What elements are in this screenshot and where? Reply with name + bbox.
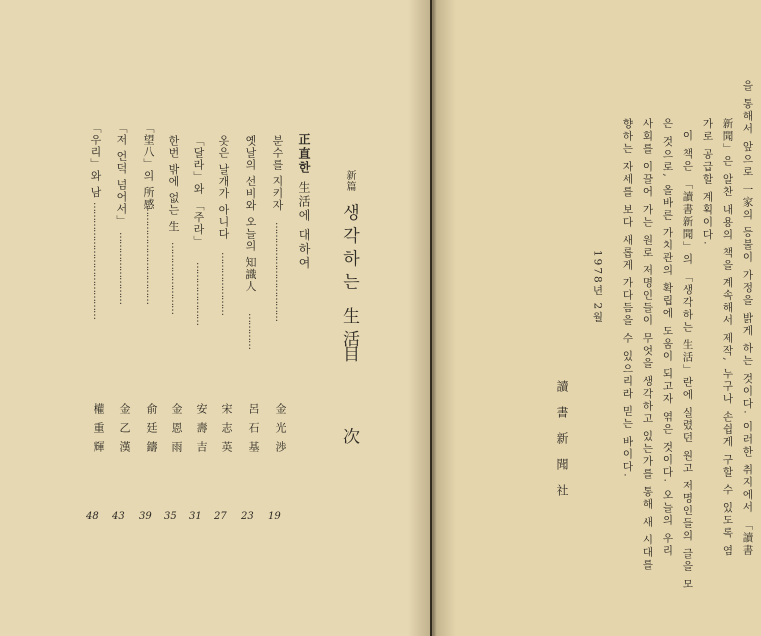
leader-dots: ………………………………… bbox=[91, 202, 102, 319]
title-text: 생각하는 生活 bbox=[339, 203, 359, 353]
leader-dots: …………………… bbox=[169, 242, 180, 314]
toc-entry-title: 옷은 날개가 아니다 bbox=[217, 135, 230, 240]
preface-line: 사회를 이끌어 가는 원로 저명인들이 무엇을 생각하고 있는가를 통해 새 시대를 bbox=[641, 118, 654, 572]
toc-entry-title: 「望八」의 所感 bbox=[142, 122, 155, 211]
toc-entry-author: 金恩雨 bbox=[170, 403, 183, 460]
toc-entry-title: 옛날의 선비와 오늘의 知識人 bbox=[244, 135, 257, 293]
toc-entry-page: 23 bbox=[241, 511, 254, 522]
book-title bbox=[340, 170, 357, 353]
preface-line: 가로 공급할 계획이다. bbox=[701, 118, 714, 247]
toc-entry-author: 金乙漢 bbox=[118, 403, 131, 460]
toc-entry-page: 19 bbox=[268, 511, 281, 522]
toc-entry-title: 분수를 지키자 bbox=[271, 135, 284, 212]
section-heading bbox=[298, 133, 310, 271]
title-prefix: 新篇 bbox=[344, 170, 355, 192]
preface-line: 을 통해서 앞으로 一家의 등불이 가정을 밝게 하는 것이다. 이러한 취지에서 「讀書 bbox=[741, 80, 754, 557]
toc-entry-page: 48 bbox=[86, 511, 99, 522]
preface-date: 1978년 2월 bbox=[591, 250, 604, 324]
toc-entry-page: 39 bbox=[139, 511, 152, 522]
toc-entry-author: 安壽吉 bbox=[195, 403, 208, 460]
leader-dots: …………………… bbox=[117, 232, 128, 304]
preface-line: 新聞」은 알찬 내용의 책을 계속해서 제작, 누구나 손쉽게 구할 수 있도록 염 bbox=[721, 118, 734, 558]
toc-entry-author: 俞廷鑄 bbox=[145, 403, 158, 460]
preface-line: 향하는 자세를 보다 새롭게 가다듬을 수 있으리라 믿는 바이다. bbox=[621, 118, 634, 479]
toc-entry-page: 31 bbox=[189, 511, 202, 522]
leader-dots: …………………………… bbox=[273, 222, 284, 321]
preface-page bbox=[432, 0, 761, 636]
toc-entry-page: 35 bbox=[164, 511, 177, 522]
book-gutter bbox=[408, 0, 456, 636]
toc-entry-title: 「우리」와 남 bbox=[89, 122, 102, 199]
leader-dots: …………………………… bbox=[144, 205, 155, 304]
toc-entry-page: 43 bbox=[112, 511, 125, 522]
toc-entry-author: 宋志英 bbox=[220, 403, 233, 460]
toc-entry-author: 權重輝 bbox=[92, 403, 105, 460]
toc-entry-title: 「달라」와 「주라」 bbox=[192, 135, 205, 248]
section-heading-bold: 正直한 bbox=[297, 133, 311, 175]
toc-entry-title: 한번 밖에 없는 生 bbox=[167, 135, 180, 233]
contents-label: 目 次 bbox=[339, 345, 359, 475]
preface-line: 은 것으로, 올바른 가치관의 확립에 도움이 되고자 엮은 것이다. 오늘의 우리 bbox=[661, 118, 674, 558]
leader-dots: ………………… bbox=[194, 262, 205, 325]
leader-dots: ………………… bbox=[219, 252, 230, 315]
publisher-name: 讀書新聞社 bbox=[555, 380, 569, 510]
preface-line: 이 책은 「讀書新聞」의 「생각하는 生活」란에 실렸던 원고 저명인들의 글을 모 bbox=[681, 130, 694, 591]
toc-entry-page: 27 bbox=[214, 511, 227, 522]
section-heading-rest: 生活에 대하여 bbox=[297, 175, 311, 271]
toc-entry-author: 金光渉 bbox=[274, 403, 287, 460]
toc-entry-author: 呂石基 bbox=[247, 403, 260, 460]
toc-entry-title: 「저 언덕 넘어서」 bbox=[115, 122, 128, 227]
leader-dots: ………… bbox=[246, 313, 257, 349]
